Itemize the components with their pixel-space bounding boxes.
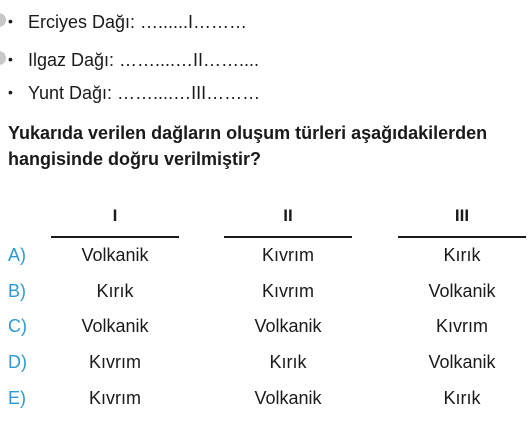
answer-option-a[interactable]: [0, 245, 532, 275]
mountain-item-yunt: [8, 81, 260, 104]
option-cell: Volkanik: [254, 388, 322, 408]
bullet-icon: •: [8, 51, 13, 67]
answer-option-b[interactable]: [0, 281, 532, 311]
option-cell: Kırık: [269, 352, 307, 372]
option-cell: Volkanik: [81, 245, 149, 265]
column-header-2: II: [283, 206, 293, 225]
question-line-2: hangisinde doğru verilmiştir?: [8, 149, 262, 169]
column-header-1: I: [112, 206, 118, 225]
answer-option-d[interactable]: [0, 352, 532, 382]
bullet-icon: •: [8, 13, 13, 29]
option-cell: Kıvrım: [262, 245, 314, 265]
column-rule: [224, 236, 352, 238]
column-header-3: III: [454, 206, 470, 225]
option-letter: B): [8, 281, 26, 301]
option-cell: Kıvrım: [89, 352, 141, 372]
option-letter: E): [8, 388, 26, 408]
option-cell: Kıvrım: [262, 281, 314, 301]
mountain-item-text: Ilgaz Dağı: ……....…II……....: [28, 50, 260, 70]
mountain-item-ilgaz: [8, 48, 259, 71]
option-letter: C): [8, 316, 27, 336]
option-letter: D): [8, 352, 27, 372]
mountain-item-text: Yunt Dağı: ……....…III………: [28, 83, 261, 103]
option-cell: Volkanik: [428, 281, 496, 301]
bullet-icon: •: [8, 84, 13, 100]
answer-option-c[interactable]: [0, 316, 532, 346]
scan-edge-mark: [0, 51, 6, 65]
option-cell: Kıvrım: [436, 316, 488, 336]
option-cell: Kıvrım: [89, 388, 141, 408]
option-cell: Volkanik: [254, 316, 322, 336]
column-rule: [51, 236, 179, 238]
option-cell: Volkanik: [428, 352, 496, 372]
column-rule: [398, 236, 526, 238]
option-cell: Kırık: [443, 388, 481, 408]
question-text: [8, 120, 532, 172]
option-cell: Kırık: [443, 245, 481, 265]
option-cell: Volkanik: [81, 316, 149, 336]
mountain-item-text: Erciyes Dağı: …......I………: [28, 12, 248, 32]
option-letter: A): [8, 245, 26, 265]
question-line-1: Yukarıda verilen dağların oluşum türleri aşağıdakilerden: [8, 123, 488, 143]
mountain-item-erciyes: [8, 10, 247, 33]
option-cell: Kırık: [96, 281, 134, 301]
scan-edge-mark: [0, 13, 6, 27]
answer-option-e[interactable]: [0, 388, 532, 418]
